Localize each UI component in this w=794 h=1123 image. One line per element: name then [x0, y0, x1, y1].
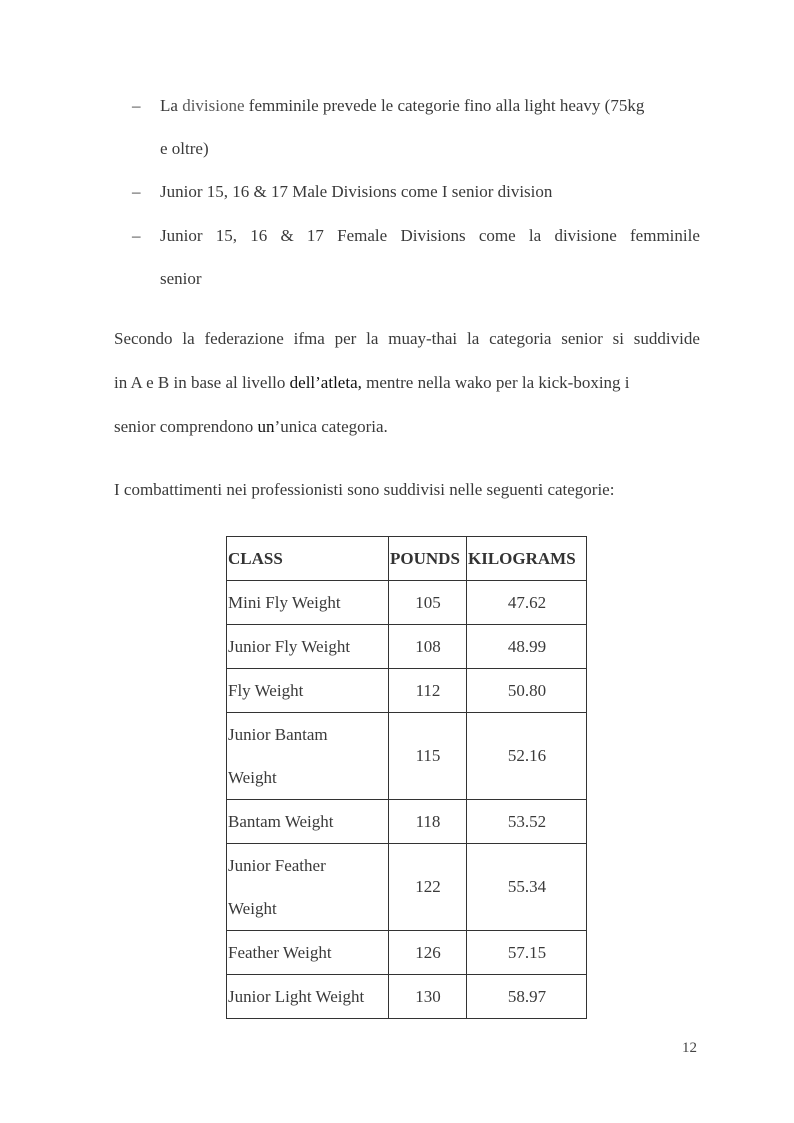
- cell-class: Mini Fly Weight: [227, 581, 389, 625]
- bullet-dash: –: [132, 96, 141, 115]
- word: per: [334, 329, 357, 348]
- word: Junior: [160, 226, 203, 245]
- text-run: mentre nella wako per la kick-boxing i: [361, 373, 630, 392]
- cell-class: Junior Fly Weight: [227, 625, 389, 669]
- cell-class-line: Junior Feather: [228, 856, 326, 875]
- word: categoria: [489, 329, 552, 348]
- word: la: [366, 329, 379, 348]
- cell-kilograms: 48.99: [467, 625, 587, 669]
- table-row: [227, 713, 587, 800]
- text-run: femminile prevede le categorie fino alla light heavy (75kg: [244, 96, 645, 115]
- table-row: [227, 844, 587, 931]
- cell-pounds: 126: [389, 931, 467, 975]
- cell-class: [227, 844, 389, 931]
- cell-kilograms: 47.62: [467, 581, 587, 625]
- table-row: [227, 800, 587, 844]
- bullet-line: senior: [160, 269, 202, 288]
- word: ifma: [293, 329, 325, 348]
- cell-pounds: 130: [389, 975, 467, 1019]
- paragraph-line: [114, 417, 388, 437]
- bullet-line: Junior 15, 16 & 17 Male Divisions come I senior division: [160, 182, 553, 201]
- header-class: CLASS: [227, 537, 389, 581]
- cell-pounds: 112: [389, 669, 467, 713]
- table-row: [227, 625, 587, 669]
- cell-kilograms: 57.15: [467, 931, 587, 975]
- word: senior: [561, 329, 603, 348]
- paragraph-line: [114, 373, 630, 393]
- cell-class: Junior Light Weight: [227, 975, 389, 1019]
- word: Divisions: [400, 226, 466, 245]
- cell-pounds: 105: [389, 581, 467, 625]
- text-run: senior comprendono: [114, 417, 258, 436]
- text-run-dark: un: [257, 417, 275, 436]
- word: 16: [250, 226, 268, 245]
- cell-pounds: 115: [389, 713, 467, 800]
- header-kilograms: KILOGRAMS: [467, 537, 587, 581]
- word: la: [466, 329, 480, 348]
- word: si: [612, 329, 624, 348]
- word: come: [478, 226, 516, 245]
- word: &: [280, 226, 294, 245]
- table-row: [227, 581, 587, 625]
- table-row: [227, 931, 587, 975]
- word: divisione: [554, 226, 617, 245]
- word: Secondo: [114, 329, 173, 348]
- cell-class-line: Junior Bantam: [228, 725, 328, 744]
- text-run: ’unica categoria.: [274, 417, 388, 436]
- cell-kilograms: 52.16: [467, 713, 587, 800]
- table-row: [227, 669, 587, 713]
- cell-kilograms: 55.34: [467, 844, 587, 931]
- cell-class-line: Weight: [228, 768, 277, 787]
- cell-pounds: 122: [389, 844, 467, 931]
- bullet-line: [160, 96, 644, 116]
- cell-class: Fly Weight: [227, 669, 389, 713]
- table-header-row: [227, 537, 587, 581]
- word: suddivide: [633, 329, 700, 348]
- cell-class: Bantam Weight: [227, 800, 389, 844]
- page-number: 12: [682, 1040, 697, 1056]
- word: muay-thai: [388, 329, 458, 348]
- bullet-dash: –: [132, 182, 141, 201]
- word: femminile: [630, 226, 700, 245]
- word: federazione: [204, 329, 284, 348]
- cell-kilograms: 58.97: [467, 975, 587, 1019]
- word: la: [182, 329, 195, 348]
- bullet-line-justified: [160, 226, 700, 246]
- cell-class: Feather Weight: [227, 931, 389, 975]
- word: 17: [306, 226, 324, 245]
- bullet-line: e oltre): [160, 139, 209, 158]
- text-run-accent: divisione: [182, 96, 245, 115]
- cell-pounds: 118: [389, 800, 467, 844]
- bullet-dash: –: [132, 226, 141, 245]
- text-run-dark: dell’atleta,: [289, 373, 362, 392]
- weight-classes-table: [226, 536, 587, 1019]
- cell-class-line: Weight: [228, 899, 277, 918]
- word: la: [528, 226, 542, 245]
- text-run: in A e B in base al livello: [114, 373, 290, 392]
- paragraph-line-justified: [114, 329, 700, 349]
- table-row: [227, 975, 587, 1019]
- header-pounds: POUNDS: [389, 537, 467, 581]
- cell-kilograms: 53.52: [467, 800, 587, 844]
- cell-pounds: 108: [389, 625, 467, 669]
- word: Female: [337, 226, 388, 245]
- cell-class: [227, 713, 389, 800]
- paragraph-line: I combattimenti nei professionisti sono suddivisi nelle seguenti categorie:: [114, 480, 615, 499]
- text-run: La: [160, 96, 183, 115]
- cell-kilograms: 50.80: [467, 669, 587, 713]
- word: 15,: [215, 226, 237, 245]
